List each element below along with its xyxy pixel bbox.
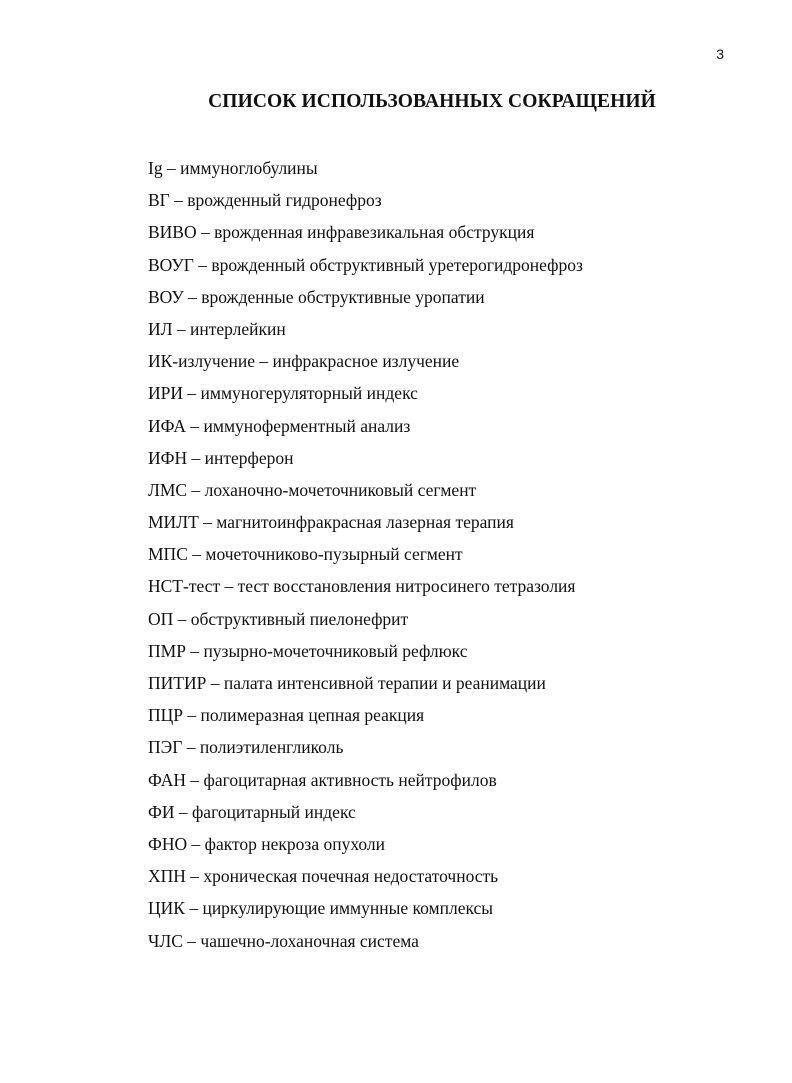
list-item <box>148 734 583 766</box>
list-item <box>148 895 583 927</box>
list-item <box>148 541 583 573</box>
abbreviation-definition: врожденный гидронефроз <box>187 190 382 211</box>
abbreviation-term: ФИ <box>148 801 175 822</box>
abbreviation-definition: обструктивный пиелонефрит <box>190 608 409 629</box>
list-item <box>148 702 583 734</box>
list-item <box>148 863 583 895</box>
abbreviation-separator: – <box>183 383 201 404</box>
abbreviation-definition: фактор некроза опухоли <box>204 833 386 854</box>
abbreviation-separator: – <box>187 479 205 500</box>
list-item <box>148 831 583 863</box>
abbreviation-separator: – <box>184 898 203 919</box>
abbreviation-term: ИФА <box>148 415 186 436</box>
abbreviation-separator: – <box>185 640 204 661</box>
abbreviation-term: ЦИК <box>148 898 185 919</box>
abbreviation-definition: интерферон <box>204 447 294 468</box>
abbreviation-term: ВОУГ <box>148 254 194 275</box>
abbreviation-definition: циркулирующие иммунные комплексы <box>202 898 494 919</box>
abbreviation-separator: – <box>198 512 217 533</box>
abbreviation-definition: магнитоинфракрасная лазерная терапия <box>216 512 514 533</box>
abbreviation-definition: полиэтиленгликоль <box>199 737 344 758</box>
abbreviation-separator: – <box>186 769 204 790</box>
list-item <box>148 606 583 638</box>
list-item <box>148 445 583 477</box>
list-item <box>148 187 583 219</box>
abbreviation-definition: инфракрасное излучение <box>272 351 460 372</box>
abbreviation-definition: палата интенсивной терапии и реанимации <box>223 673 546 693</box>
abbreviation-separator: – <box>254 351 273 372</box>
abbreviation-term: ВГ <box>148 190 170 211</box>
list-item <box>148 477 583 509</box>
list-item <box>148 509 583 541</box>
list-item <box>148 219 583 251</box>
abbreviation-term: ИЛ <box>148 318 173 339</box>
abbreviation-definition: хроническая почечная недостаточность <box>203 866 499 887</box>
abbreviation-definition: иммуногеруляторный индекс <box>200 383 418 404</box>
abbreviation-list <box>148 155 583 960</box>
abbreviation-separator: – <box>183 286 202 307</box>
abbreviation-term: ВИВО <box>148 222 197 243</box>
abbreviation-term: МИЛТ <box>148 512 199 533</box>
list-item <box>148 348 583 380</box>
abbreviation-term: ФНО <box>148 833 188 854</box>
abbreviation-term: ЛМС <box>148 479 188 500</box>
page-title: СПИСОК ИСПОЛЬЗОВАННЫХ СОКРАЩЕНИЙ <box>208 91 656 112</box>
abbreviation-term: Ig <box>148 158 163 178</box>
abbreviation-definition: иммуноферментный анализ <box>203 415 411 436</box>
list-item <box>148 155 583 187</box>
abbreviation-separator: – <box>206 673 224 693</box>
abbreviation-term: ПЦР <box>148 705 184 726</box>
abbreviation-term: ИФН <box>148 447 188 468</box>
abbreviation-definition: фагоцитарная активность нейтрофилов <box>203 769 497 790</box>
list-item <box>148 573 583 605</box>
abbreviation-separator: – <box>186 415 204 436</box>
abbreviation-term: ХПН <box>148 866 186 887</box>
abbreviation-term: ЧЛС <box>148 930 183 951</box>
list-item <box>148 670 583 702</box>
abbreviation-definition: пузырно-мочеточниковый рефлюкс <box>203 640 468 661</box>
page-number: 3 <box>716 46 724 62</box>
list-item <box>148 413 583 445</box>
abbreviation-term: НСТ-тест <box>148 576 221 597</box>
abbreviation-separator: – <box>193 254 212 275</box>
abbreviation-separator: – <box>187 447 205 468</box>
abbreviation-definition: тест восстановления нитросинего тетразолия <box>237 576 576 597</box>
list-item <box>148 928 583 960</box>
abbreviation-separator: – <box>172 318 191 339</box>
list-item <box>148 767 583 799</box>
abbreviation-separator: – <box>174 801 192 822</box>
list-item <box>148 316 583 348</box>
abbreviation-separator: – <box>182 737 200 758</box>
abbreviation-term: ФАН <box>148 769 186 790</box>
abbreviation-definition: чашечно-лоханочная система <box>200 930 419 951</box>
abbreviation-term: МПС <box>148 544 188 565</box>
abbreviation-term: ВОУ <box>148 286 184 307</box>
list-item <box>148 252 583 284</box>
list-item <box>148 638 583 670</box>
abbreviation-term: ИРИ <box>148 383 184 404</box>
abbreviation-definition: иммуноглобулины <box>180 158 318 178</box>
abbreviation-separator: – <box>183 705 201 726</box>
abbreviation-definition: врожденные обструктивные уропатии <box>201 286 485 307</box>
abbreviation-separator: – <box>182 930 201 951</box>
abbreviation-term: ПЭГ <box>148 737 183 758</box>
abbreviation-term: ОП <box>148 608 174 629</box>
abbreviation-term: ПИТИР <box>148 673 207 693</box>
abbreviation-separator: – <box>187 833 205 854</box>
abbreviation-separator: – <box>173 608 191 629</box>
abbreviation-term: ПМР <box>148 640 186 661</box>
abbreviation-definition: полимеразная цепная реакция <box>200 705 425 726</box>
abbreviation-separator: – <box>169 190 188 211</box>
abbreviation-separator: – <box>196 222 215 243</box>
abbreviation-definition: мочеточниково-пузырный сегмент <box>205 544 463 565</box>
abbreviation-separator: – <box>162 158 181 178</box>
abbreviation-definition: фагоцитарный индекс <box>191 801 356 822</box>
abbreviation-separator: – <box>220 576 238 597</box>
abbreviation-separator: – <box>185 866 204 887</box>
abbreviation-term: ИК-излучение <box>148 351 255 372</box>
abbreviation-separator: – <box>187 544 206 565</box>
abbreviation-definition: лоханочно-мочеточниковый сегмент <box>204 479 477 500</box>
abbreviation-definition: врожденная инфравезикальная обструкция <box>214 222 535 243</box>
abbreviation-definition: интерлейкин <box>190 318 286 339</box>
list-item <box>148 380 583 412</box>
list-item <box>148 284 583 316</box>
list-item <box>148 799 583 831</box>
abbreviation-definition: врожденный обструктивный уретерогидронефроз <box>211 254 583 275</box>
